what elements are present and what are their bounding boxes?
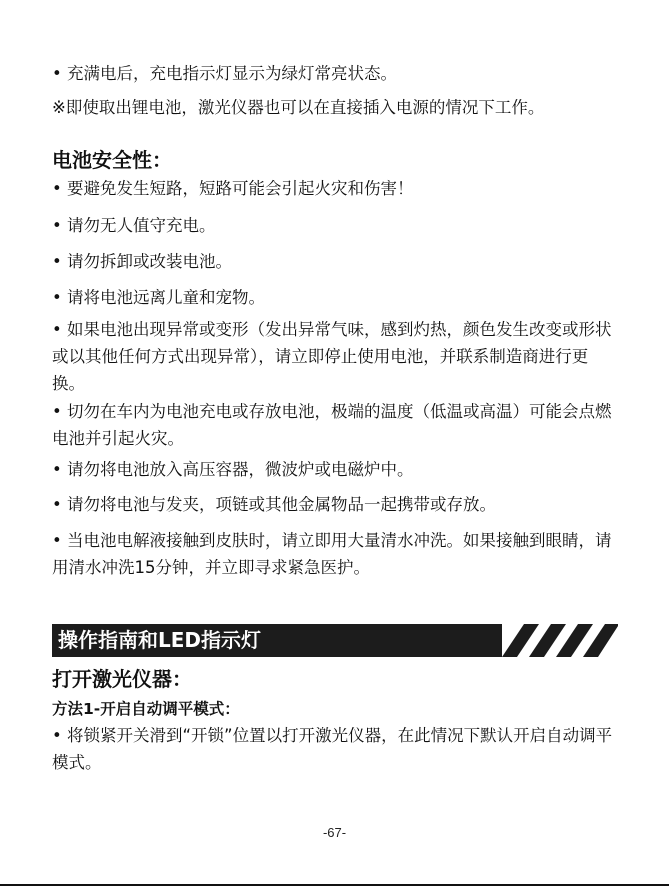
section-banner-title: 操作指南和LED指示灯 <box>58 628 262 652</box>
power-on-heading: 打开激光仪器： <box>52 667 192 691</box>
method-1-heading: 方法1-开启自动调平模式： <box>52 700 240 718</box>
safety-item-electrolyte-contact: • 当电池电解液接触到皮肤时，请立即用大量清水冲洗。如果接触到眼睛，请用清水冲洗15分钟，并立即寻求紧急医护。 <box>52 531 612 577</box>
bottom-divider <box>0 884 669 886</box>
safety-item-abnormal-battery: • 如果电池出现异常或变形（发出异常气味，感到灼热，颜色发生改变或形状或以其他任何方式出现异常），请立即停止使用电池，并联系制造商进行更换。 <box>52 320 612 393</box>
method-1-description: • 将锁紧开关滑到“开锁”位置以打开激光仪器，在此情况下默认开启自动调平模式。 <box>52 726 613 772</box>
page-number: -67- <box>322 825 347 840</box>
section-banner <box>52 624 618 657</box>
safety-item-children-pets: • 请将电池远离儿童和宠物。 <box>52 288 265 307</box>
safety-item-short-circuit: • 要避免发生短路，短路可能会引起火灾和伤害！ <box>52 179 414 198</box>
safety-item-disassembly: • 请勿拆卸或改装电池。 <box>52 252 232 271</box>
safety-item-metal-objects: • 请勿将电池与发夹，项链或其他金属物品一起携带或存放。 <box>52 495 496 514</box>
charging-complete-note: • 充满电后，充电指示灯显示为绿灯常亮状态。 <box>52 64 397 83</box>
safety-item-vehicle-temperature: • 切勿在车内为电池充电或存放电池，极端的温度（低温或高温）可能会点燃电池并引起火灾。 <box>52 402 612 448</box>
safety-item-pressure-container: • 请勿将电池放入高压容器，微波炉或电磁炉中。 <box>52 460 414 479</box>
banner-stripes-decoration <box>502 624 618 657</box>
safety-item-unattended-charging: • 请勿无人值守充电。 <box>52 216 216 235</box>
battery-safety-heading: 电池安全性： <box>52 148 172 172</box>
direct-power-note: ※即使取出锂电池，激光仪器也可以在直接插入电源的情况下工作。 <box>52 98 545 117</box>
